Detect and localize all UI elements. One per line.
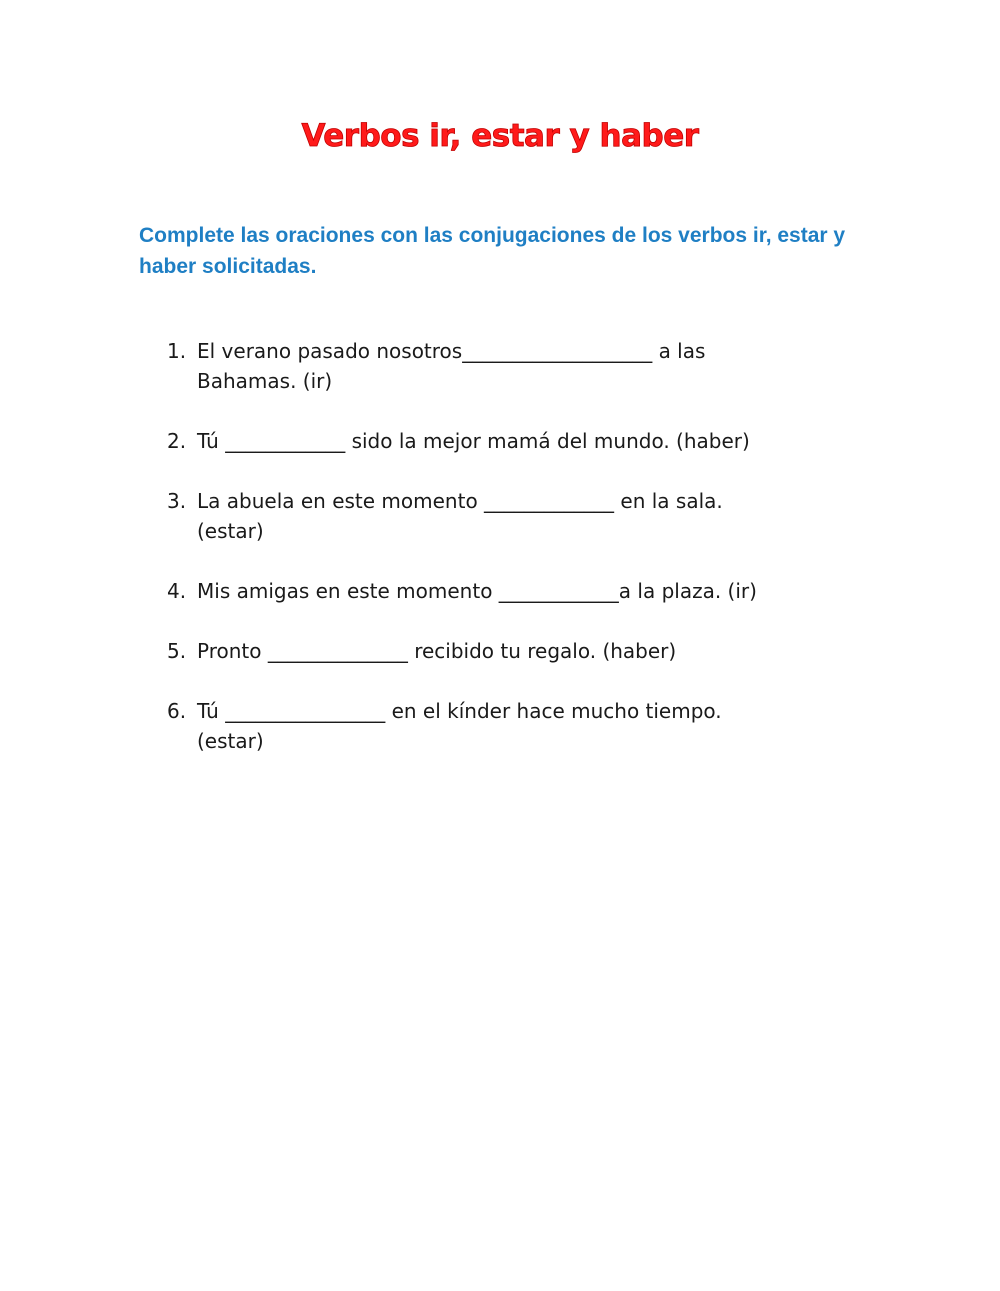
exercise-number: 6. [167, 699, 187, 723]
exercise-text [197, 636, 837, 666]
exercise-item-5 [0, 636, 1000, 666]
exercise-line: El verano pasado nosotros___________________ a las [197, 339, 706, 363]
exercise-item-2 [0, 426, 1000, 456]
exercise-line: Bahamas. (ir) [197, 369, 333, 393]
exercise-line: Mis amigas en este momento ____________a la plaza. (ir) [197, 579, 757, 603]
exercise-text [197, 336, 837, 396]
exercise-number: 5. [167, 639, 187, 663]
exercise-line: La abuela en este momento _____________ en la sala. [197, 489, 723, 513]
instructions: Complete las oraciones con las conjugaciones de los verbos ir, estar y haber solicitadas. [139, 224, 846, 278]
exercise-item-4 [0, 576, 1000, 606]
exercise-item-1 [0, 336, 1000, 396]
exercise-line: Tú ________________ en el kínder hace mucho tiempo. [197, 699, 722, 723]
exercise-text [197, 426, 837, 456]
exercise-number: 4. [167, 579, 187, 603]
exercise-list [0, 336, 1000, 786]
page-title: Verbos ir, estar y haber [301, 118, 699, 154]
exercise-text [197, 696, 837, 756]
exercise-number: 3. [167, 489, 187, 513]
exercise-line: Tú ____________ sido la mejor mamá del mundo. (haber) [197, 429, 750, 453]
exercise-line: (estar) [197, 729, 264, 753]
exercise-line: Pronto ______________ recibido tu regalo. (haber) [197, 639, 677, 663]
exercise-item-3 [0, 486, 1000, 546]
exercise-number: 1. [167, 339, 187, 363]
exercise-line: (estar) [197, 519, 264, 543]
exercise-item-6 [0, 696, 1000, 756]
exercise-text [197, 576, 837, 606]
exercise-text [197, 486, 837, 546]
exercise-number: 2. [167, 429, 187, 453]
